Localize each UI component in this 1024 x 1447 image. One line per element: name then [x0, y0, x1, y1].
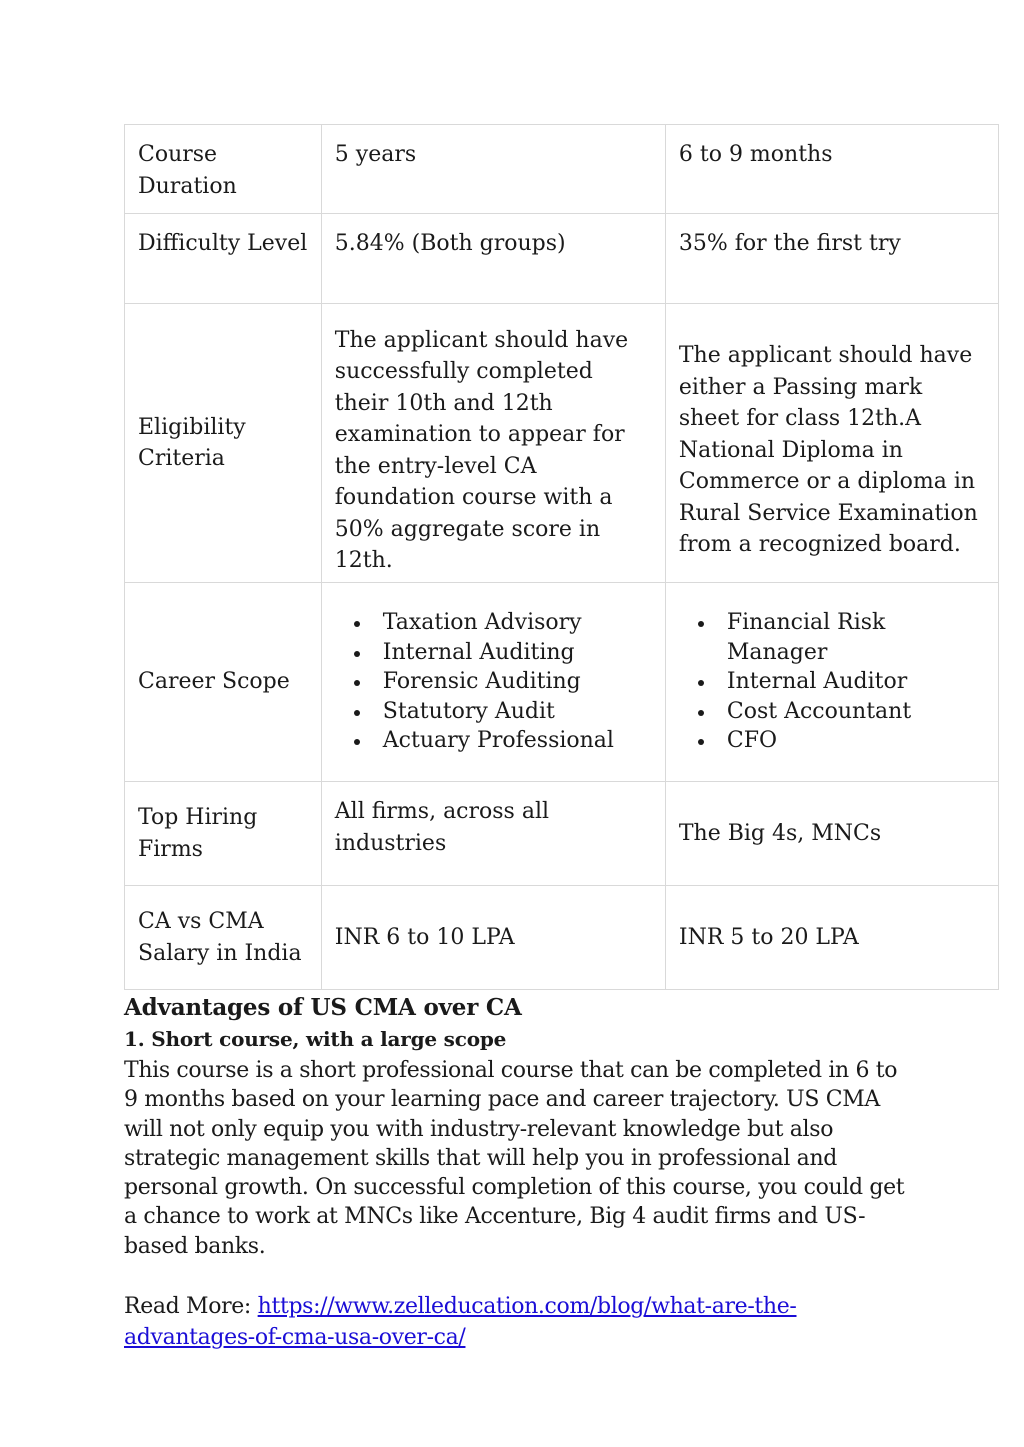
list-item: Internal Auditor [727, 667, 985, 697]
list-item: CFO [727, 726, 985, 756]
row-label: Career Scope [125, 583, 322, 782]
row-label: CA vs CMA Salary in India [125, 886, 322, 990]
comparison-table [124, 124, 999, 990]
cma-value: The Big 4s, MNCs [665, 782, 998, 886]
read-more-label: Read More: [124, 1294, 258, 1320]
list-item: Financial Risk Manager [727, 608, 985, 667]
list-item: Cost Accountant [727, 697, 985, 727]
row-label: Difficulty Level [125, 214, 322, 304]
row-label: Top Hiring Firms [125, 782, 322, 886]
cma-career-list-cell [665, 583, 998, 782]
ca-career-list-cell [321, 583, 665, 782]
ca-value: All firms, across all industries [321, 782, 665, 886]
row-label: Course Duration [125, 125, 322, 214]
list-item: Taxation Advisory [383, 608, 652, 638]
read-more-link[interactable]: https://www.zelleducation.com/blog/what-are-the-advantages-of-cma-usa-over-ca/ [124, 1294, 797, 1351]
row-label: Eligibility Criteria [125, 304, 322, 583]
cma-value: 35% for the first try [665, 214, 998, 304]
table-row [125, 304, 999, 583]
cma-value: The applicant should have either a Passing mark sheet for class 12th.A National Diploma in Commerce or a diploma in Rural Service Examination from a recognized board. [665, 304, 998, 583]
table-row [125, 782, 999, 886]
section-subheading: 1. Short course, with a large scope [124, 1027, 507, 1051]
list-item: Statutory Audit [383, 697, 652, 727]
ca-value: INR 6 to 10 LPA [321, 886, 665, 990]
table-row [125, 886, 999, 990]
ca-value: 5 years [321, 125, 665, 214]
read-more-line [124, 1291, 914, 1353]
table-row [125, 125, 999, 214]
ca-value: 5.84% (Both groups) [321, 214, 665, 304]
table-row [125, 583, 999, 782]
section-heading: Advantages of US CMA over CA [124, 994, 522, 1021]
document-page [124, 124, 999, 1353]
ca-value: The applicant should have successfully completed their 10th and 12th examination to appear for the entry-level CA foundation course with a 50% aggregate score in 12th. [321, 304, 665, 583]
list-item: Internal Auditing [383, 638, 652, 668]
body-paragraph: This course is a short professional course that can be completed in 6 to 9 months based on your learning pace and career trajectory. US CMA will not only equip you with industry-relevant knowledge but also strategic management skills that will help you in professional and personal growth. On successful completion of this course, you could get a chance to work at MNCs like Accenture, Big 4 audit firms and US-based banks. [124, 1058, 905, 1259]
list-item: Forensic Auditing [383, 667, 652, 697]
list-item: Actuary Professional [383, 726, 652, 756]
cma-career-list [679, 608, 985, 756]
advantages-section [124, 992, 999, 1353]
cma-value: 6 to 9 months [665, 125, 998, 214]
cma-value: INR 5 to 20 LPA [665, 886, 998, 990]
table-row [125, 214, 999, 304]
ca-career-list [335, 608, 652, 756]
